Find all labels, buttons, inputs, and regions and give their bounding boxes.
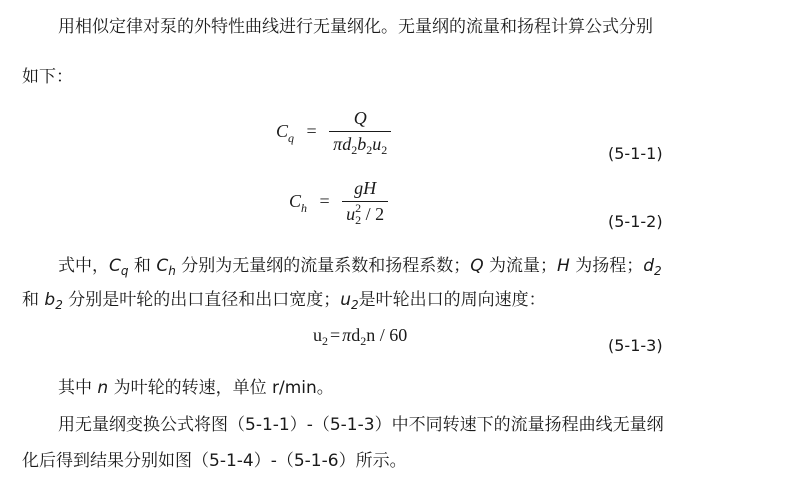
eq2-numerator: gH — [354, 178, 377, 198]
eq2-fraction — [342, 178, 388, 225]
paragraph-rotation-speed: 其中 n 为叶轮的转速，单位 r/min。 — [58, 378, 334, 398]
equation-head-coefficient — [289, 178, 388, 225]
equation-flow-coefficient — [276, 108, 391, 155]
eq1-fraction — [329, 108, 391, 155]
eq1-denominator: $\pi d_2b_2u_2$ — [333, 134, 388, 157]
eq2-denominator: $u_2^2 / 2$ — [346, 201, 385, 227]
eq1-numerator: Q — [353, 108, 367, 128]
equation-circumferential-speed: $u_2 = \pi d_2n / 60$ — [313, 325, 408, 348]
eq2-equals: = — [319, 191, 330, 211]
paragraph-variables-line2: 和 $b_2$ 分别是叶轮的出口直径和出口宽度；$u_2$是叶轮出口的周向速度： — [22, 290, 546, 312]
eq1-lhs: $C_q$ — [276, 121, 295, 145]
paragraph-intro-line2: 如下： — [22, 67, 73, 87]
equation-number-5-1-3: (5-1-3) — [608, 336, 663, 355]
paragraph-results-line2: 化后得到结果分别如图（5-1-4）-（5-1-6）所示。 — [22, 451, 407, 471]
equation-number-5-1-1: (5-1-1) — [608, 144, 663, 163]
eq1-equals: = — [306, 121, 317, 141]
equation-number-5-1-2: (5-1-2) — [608, 212, 663, 231]
eq2-lhs: $C_h$ — [289, 191, 308, 215]
paragraph-intro-line1: 用相似定律对泵的外特性曲线进行无量纲化。无量纲的流量和扬程计算公式分别 — [58, 17, 653, 37]
paragraph-results-line1: 用无量纲变换公式将图（5-1-1）-（5-1-3）中不同转速下的流量扬程曲线无量纲 — [58, 415, 664, 435]
paragraph-variables-line1: 式中，$C_q$ 和 $C_h$ 分别为无量纲的流量系数和扬程系数；Q 为流量；H 为扬程；$d_2$ — [58, 256, 662, 278]
